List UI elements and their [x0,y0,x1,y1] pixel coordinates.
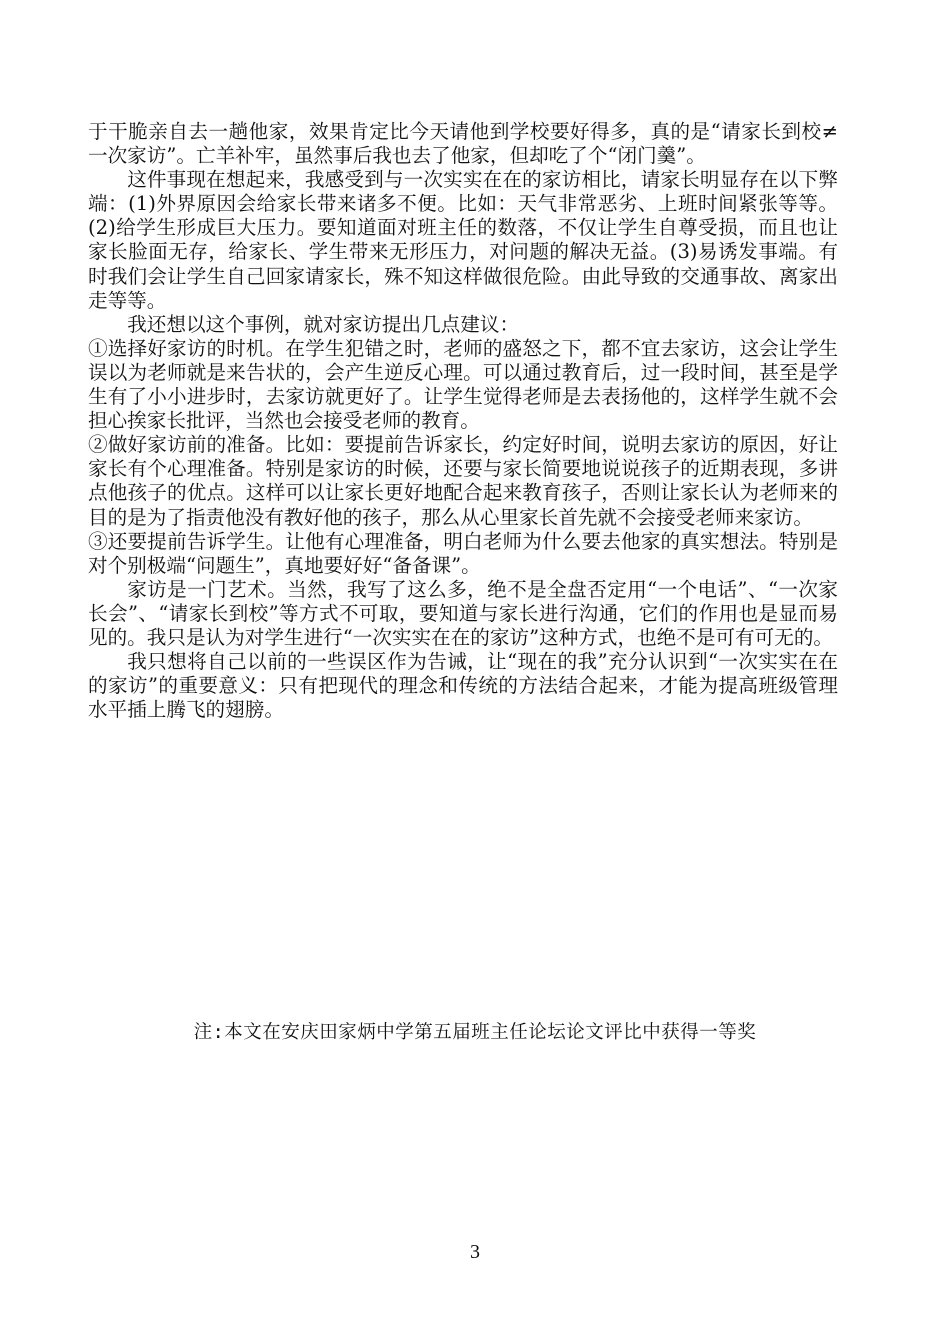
paragraph-art-of-visiting: 家访是一门艺术。当然，我写了这么多，绝不是全盘否定用“一个电话”、“一次家长会”、“请家长到校”等方式不可取，要知道与家长进行沟通，它们的作用也是显而易见的。我只是认为对学生进行“一次实实在在的家访”这种方式，也绝不是可有可无的。 [88,577,838,649]
page-number: 3 [470,1241,480,1263]
paragraph-drawbacks: 这件事现在想起来，我感受到与一次实实在在的家访相比，请家长明显存在以下弊端：(1)外界原因会给家长带来诸多不便。比如：天气非常恶劣、上班时间紧张等等。(2)给学生形成巨大压力。要知道面对班主任的数落，不仅让学生自尊受损，而且也让家长脸面无存，给家长、学生带来无形压力，对问题的解决无益。(3)易诱发事端。有时我们会让学生自己回家请家长，殊不知这样做很危险。由此导致的交通事故、离家出走等等。 [88,168,838,312]
paragraph-continuation: 于干脆亲自去一趟他家，效果肯定比今天请他到学校要好得多，真的是“请家长到校≠一次家访”。亡羊补牢，虽然事后我也去了他家，但却吃了个“闭门羹”。 [88,120,838,168]
suggestion-item-1: ①选择好家访的时机。在学生犯错之时，老师的盛怒之下，都不宜去家访，这会让学生误以为老师就是来告状的，会产生逆反心理。可以通过教育后，过一段时间，甚至是学生有了小小进步时，去家访就更好了。让学生觉得老师是去表扬他的，这样学生就不会担心挨家长批评，当然也会接受老师的教育。 [88,336,838,433]
suggestion-item-2: ②做好家访前的准备。比如：要提前告诉家长，约定好时间，说明去家访的原因，好让家长有个心理准备。特别是家访的时候，还要与家长简要地说说孩子的近期表现，多讲点他孩子的优点。这样可以让家长更好地配合起来教育孩子，否则让家长认为老师来的目的是为了指责他没有教好他的孩子，那么从心里家长首先就不会接受老师来家访。 [88,433,838,529]
document-body [88,120,838,722]
paragraph-conclusion: 我只想将自己以前的一些误区作为告诫，让“现在的我”充分认识到“一次实实在在的家访”的重要意义：只有把现代的理念和传统的方法结合起来，才能为提高班级管理水平插上腾飞的翅膀。 [88,650,838,722]
award-note: 注:本文在安庆田家炳中学第五届班主任论坛论文评比中获得一等奖 [193,1022,757,1043]
paragraph-suggestions-intro: 我还想以这个事例，就对家访提出几点建议： [127,312,520,336]
suggestion-item-3: ③还要提前告诉学生。让他有心理准备，明白老师为什么要去他家的真实想法。特别是对个别极端“问题生”，真地要好好“备备课”。 [88,529,838,577]
